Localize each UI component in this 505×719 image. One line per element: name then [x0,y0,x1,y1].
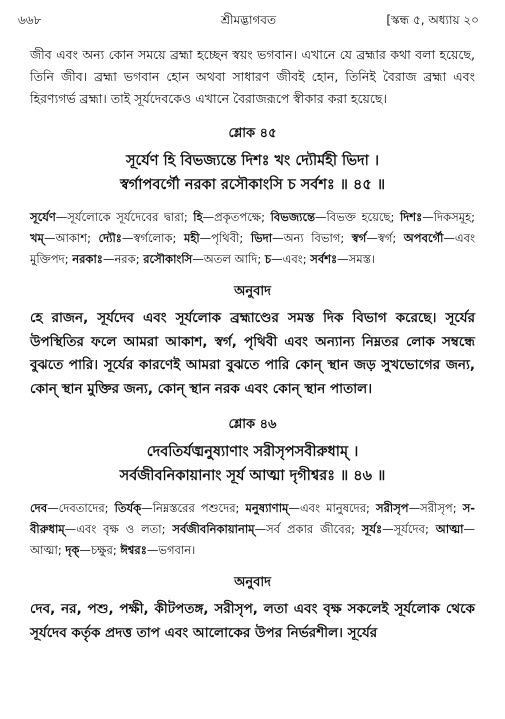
synonym-meaning: অতল আদি [203,252,258,266]
synonym-word: স-বীরুধাম্ [30,501,476,536]
translation-45-title: অনুবাদ [234,284,271,299]
synonym-word: দেব [30,501,48,515]
synonym-meaning: দিকসমূহ [433,210,472,224]
synonym-meaning: প্রকৃতপক্ষে [214,210,262,224]
synonym-meaning: আত্মা [30,543,58,557]
page-content [30,44,475,645]
synonym-word: সর্বশঃ [310,252,338,266]
synonym-word: দিশঃ [399,210,423,224]
synonym-meaning: সরীসৃপ [420,501,453,515]
synonym-word: ভিদা [250,231,273,245]
synonym-meaning: চক্ষুর [90,543,113,557]
synonym-word: তির্যক্ [114,501,142,515]
synonym-word: স্বর্গ [351,231,367,245]
synonym-meaning: স্বর্গলোক [133,231,173,245]
verse-45-label: শ্লোক ৪৫ [228,126,277,141]
synonym-word: মহী [183,231,200,245]
synonym-meaning: এবং [282,252,303,266]
synonym-meaning: অন্য বিভাগ [283,231,341,245]
synonym-meaning: ভগবান। [158,543,196,557]
synonym-word: খম্ [30,231,44,245]
synonym-word: সরীসৃপ [375,501,409,515]
verse-46-line-2: সর্বজীবনিকায়ানাং সূর্য আত্মা দৃগীশ্বরঃ ॥ ৪৬ ॥ [119,468,386,484]
verse-46-line-1: দেবতির্যঙ্মনুষ্যাণাং সরীসৃপসবীরুধাম্ । [146,444,359,460]
synonym-word: নরকাঃ [72,252,103,266]
intro-paragraph: জীব এবং অন্য কোন সময়ে ব্রহ্মা হচ্ছেন স্বয়ং ভগবান। এখানে যে ব্রহ্মার কথা বলা হয়েছে, তিনি জীব। ব্রহ্মা ভগবান হোন অথবা সাধারণ জীবই হোন, তিনিই বৈরাজ ব্রহ্মা এবং হিরণ্যগর্ভ ব্রহ্মা। তাই সূর্যদেবকেও এখানে বৈরাজরূপে স্বীকার করা হয়েছে। [30,47,475,106]
synonym-word: রসৌকাংসি [143,252,193,266]
synonym-word: বিভজ্যন্তে [270,210,315,224]
verse-46-label: শ্লোক ৪৬ [228,417,277,432]
chapter-reference: [স্কন্ধ ৫, অধ্যায় ২০ [386,13,479,27]
synonym-word: সর্বজীবনিকায়ানাম্ [172,522,255,536]
synonym-meaning: সূর্যলোকে সূর্যদেবের দ্বারা [67,210,184,224]
synonyms-46: দেব—দেবতাদের; তির্যক্—নিম্নস্তরের পশুদের; মনুষ্যাণাম্—এবং মানুষদের; সরীসৃপ—সরীসৃপ; স-বীরুধাম্—এবং বৃক্ষ ও লতা; সর্বজীবনিকায়ানাম্—সর্ব প্রকার জীবের; সূর্যঃ—সূর্যদেব; আত্মা—আত্মা; দৃক্—চক্ষুর; ঈশ্বরঃ—ভগবান। [30,501,476,557]
synonym-meaning: নরক [114,252,136,266]
synonym-word: সূর্যঃ [361,522,383,536]
synonym-meaning: এবং বৃক্ষ ও লতা [76,522,162,536]
synonym-meaning: বিভক্ত হয়েছে [326,210,391,224]
synonym-meaning: এবং মুক্তিপদ [30,231,476,266]
synonym-word: অপবর্গৌ [403,231,444,245]
page-header [18,12,479,30]
synonym-meaning: সমস্ত। [348,252,376,266]
verse-45-line-1: সূর্যেণ হি বিভজ্যন্তে দিশঃ খং দ্যৌর্মহী ভিদা । [125,153,380,169]
synonyms-45: সূর্যেণ—সূর্যলোকে সূর্যদেবের দ্বারা; হি—প্রকৃতপক্ষে; বিভজ্যন্তে—বিভক্ত হয়েছে; দিশঃ—দিকসমূহ; খম্—আকাশ; দ্যৌঃ—স্বর্গলোক; মহী—পৃথিবী; ভিদা—অন্য বিভাগ; স্বর্গ—স্বর্গ; অপবর্গৌ—এবং মুক্তিপদ; নরকাঃ—নরক; রসৌকাংসি—অতল আদি; চ—এবং; সর্বশঃ—সমস্ত। [30,210,476,266]
translation-46: দেব, নর, পশু, পক্ষী, কীটপতঙ্গ, সরীসৃপ, লতা এবং বৃক্ষ সকলেই সূর্যলোক থেকে সূর্যদেব কর্তৃক প্রদত্ত তাপ এবং আলোকের উপর নির্ভরশীল। সূর্যের [30,601,475,641]
synonym-word: চ [264,252,272,266]
verse-45-line-2: স্বর্গাপবর্গৌ নরকা রসৌকাংসি চ সর্বশঃ ॥ ৪৫ ॥ [119,177,386,193]
synonym-word: মনুষ্যাণাম্ [245,501,289,515]
translation-45: হে রাজন, সূর্যদেব এবং সূর্যলোক ব্রহ্মাণ্ডের সমস্ত দিক বিভাগ করেছে। সূর্যের উপস্থিতির ফলে আমরা আকাশ, স্বর্গ, পৃথিবী এবং অন্যান্য নিম্নতর লোক সম্বন্ধে বুঝতে পারি। সূর্যের কারণেই আমরা বুঝতে পারি কোন্ স্থান জড় সুখভোগের জন্য, কোন্ স্থান মুক্তির জন্য, কোন্ স্থান নরক এবং কোন্ স্থান পাতাল। [30,310,475,397]
synonym-word: দৃক্ [65,543,80,557]
page-number: ৬৬৮ [18,13,42,27]
synonym-meaning: দেবতাদের [58,501,105,515]
synonym-meaning: স্বর্গ [377,231,393,245]
synonym-word: ঈশ্বরঃ [120,543,147,557]
synonym-meaning: আকাশ [55,231,88,245]
synonym-meaning: এবং মানুষদের [299,501,367,515]
synonym-meaning: সর্ব প্রকার জীবের [266,522,352,536]
book-title: শ্রীমদ্ভাগবত [220,13,276,27]
synonym-meaning: পৃথিবী [211,231,240,245]
translation-46-title: অনুবাদ [234,575,271,590]
synonym-meaning: সূর্যদেব [393,522,425,536]
synonym-word: আত্মা [435,522,464,536]
synonym-meaning: নিম্নস্তরের পশুদের [152,501,236,515]
synonym-word: দ্যৌঃ [98,231,122,245]
synonym-word: হি [193,210,203,224]
synonym-word: সূর্যেণ [30,210,56,224]
